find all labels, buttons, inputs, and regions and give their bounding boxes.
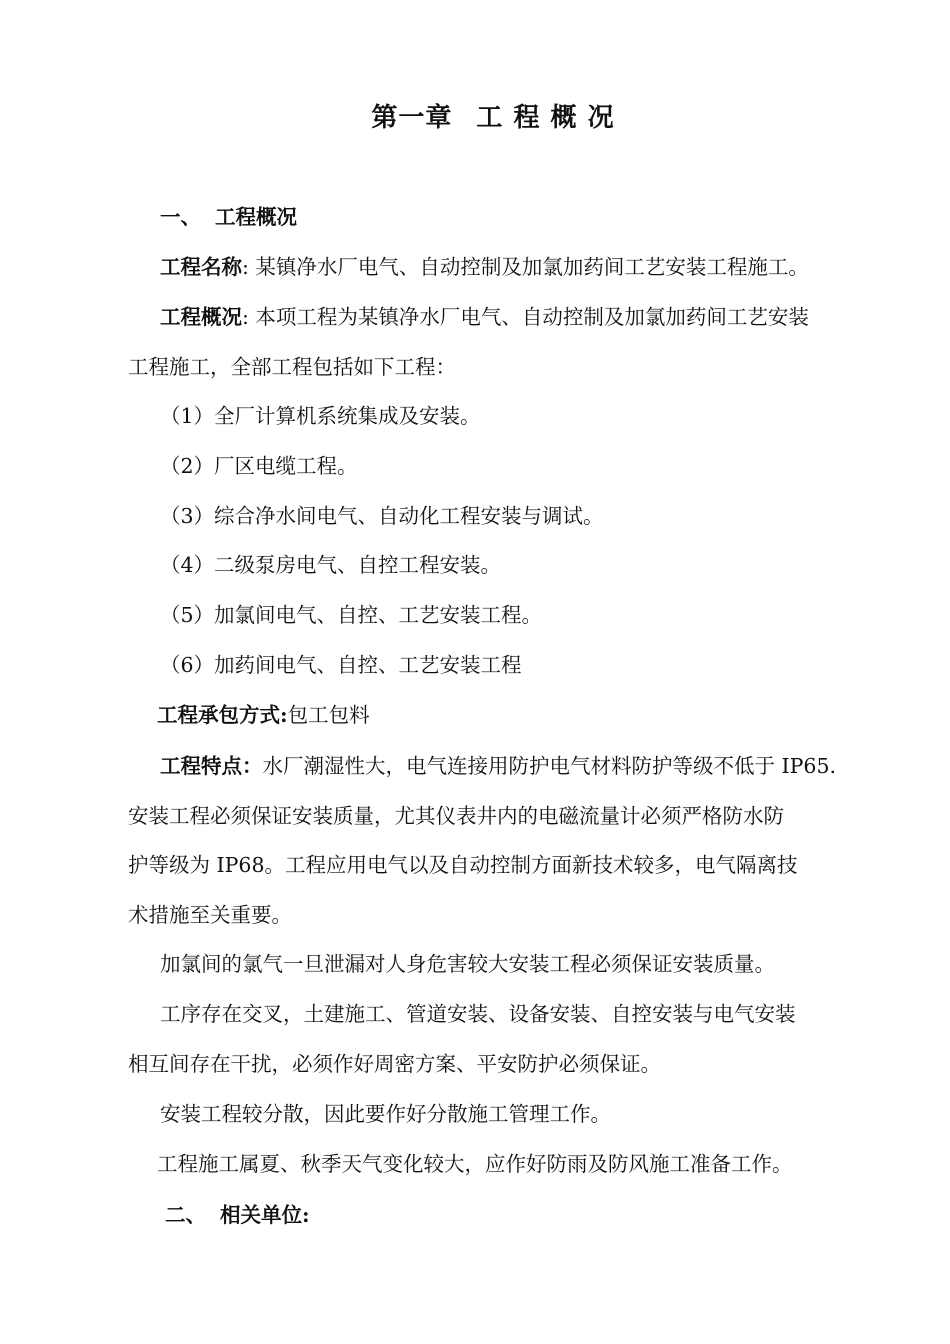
paragraph-chlorine: 加氯间的氯气一旦泄漏对人身危害较大安装工程必须保证安装质量。: [160, 952, 775, 976]
list-item: （5）加氯间电气、自控、工艺安装工程。: [160, 603, 543, 627]
overview-label: 工程概况: [160, 305, 242, 329]
project-name-label: 工程名称: [160, 255, 242, 279]
paragraph-process-line-1: 工序存在交叉，土建施工、管道安装、设备安装、自控安装与电气安装: [160, 1002, 796, 1026]
features-line-1: [160, 751, 836, 781]
contract-label: 工程承包方式:: [157, 703, 288, 727]
list-item: （4）二级泵房电气、自控工程安装。: [160, 553, 502, 577]
contract-text: 包工包料: [287, 703, 370, 727]
paragraph-dispersed: 安装工程较分散，因此要作好分散施工管理工作。: [160, 1102, 611, 1126]
project-name-text: : 某镇净水厂电气、自动控制及加氯加药间工艺安装工程施工。: [242, 255, 809, 279]
overview-line-1: [160, 302, 809, 332]
list-item: （2）厂区电缆工程。: [160, 454, 358, 478]
paragraph-process-line-2: 相互间存在干扰，必须作好周密方案、平安防护必须保证。: [128, 1052, 661, 1076]
features-line-2: 安装工程必须保证安装质量，尤其仪表井内的电磁流量计必须严格防水防: [128, 804, 784, 828]
features-line-4: 术措施至关重要。: [128, 903, 292, 927]
list-item: （1）全厂计算机系统集成及安装。: [160, 404, 481, 428]
section-1-title: 工程概况: [215, 205, 297, 229]
section-2-number: 二、: [165, 1203, 206, 1227]
features-label: 工程特点：: [160, 754, 263, 778]
contract-line: [157, 700, 370, 730]
section-1-heading: [160, 202, 297, 232]
overview-text-1: : 本项工程为某镇净水厂电气、自动控制及加氯加药间工艺安装: [242, 305, 809, 329]
section-2-heading: [165, 1200, 310, 1230]
chapter-number: 第一章: [371, 103, 453, 133]
chapter-heading: 工 程 概 况: [476, 103, 615, 133]
list-item: （3）综合净水间电气、自动化工程安装与调试。: [160, 504, 604, 528]
overview-line-2: 工程施工，全部工程包括如下工程：: [128, 355, 456, 379]
list-item: （6）加药间电气、自控、工艺安装工程: [160, 653, 522, 677]
chapter-title: [0, 100, 950, 136]
section-2-title: 相关单位:: [220, 1203, 310, 1227]
section-1-number: 一、: [160, 205, 201, 229]
paragraph-weather: 工程施工属夏、秋季天气变化较大，应作好防雨及防风施工准备工作。: [157, 1152, 793, 1176]
project-name-line: [160, 252, 809, 282]
features-text-1: 水厂潮湿性大，电气连接用防护电气材料防护等级不低于 IP65.: [262, 754, 837, 778]
features-line-3: 护等级为 IP68。工程应用电气以及自动控制方面新技术较多，电气隔离技: [128, 853, 798, 877]
